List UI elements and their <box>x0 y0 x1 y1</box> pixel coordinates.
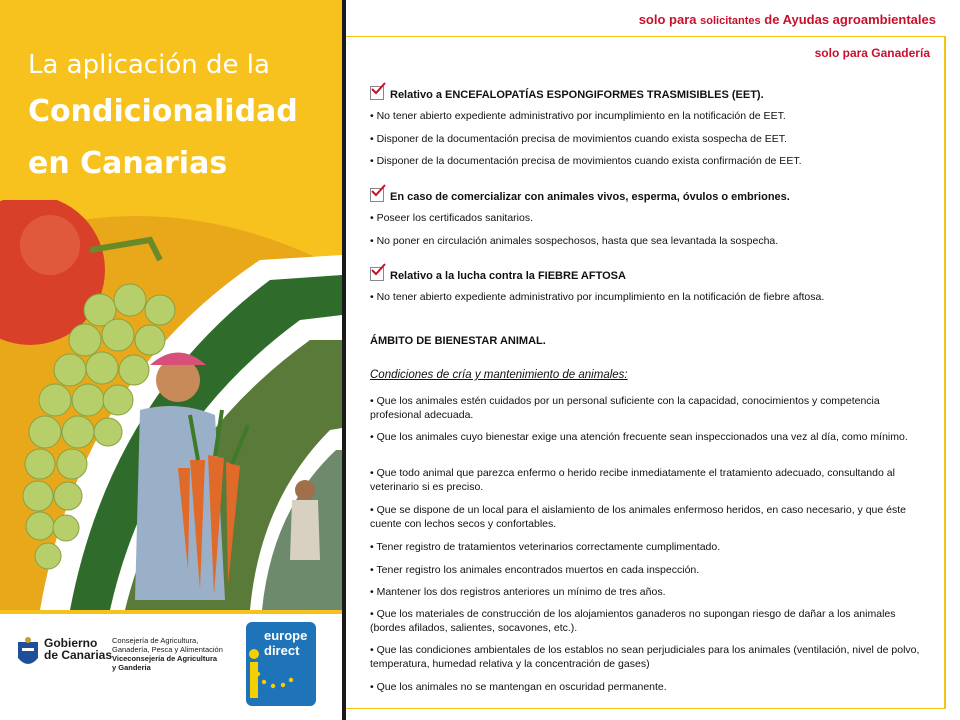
cover-title-line2: Condicionalidad <box>28 94 298 129</box>
list-item: • Que los materiales de construcción de los alojamientos ganaderos no supongan riesgo de dañar a los animales (bordes afilados, salientes, socavones, etc.). <box>370 608 896 634</box>
list-item: • Que todo animal que parezca enfermo o herido recibe inmediatamente el tratamiento adecuado, consultando al veterinario si es preciso. <box>370 467 895 493</box>
list-item: • Que los animales estén cuidados por un personal suficiente con la capacidad, conocimientos y competencia profesional adecuada. <box>370 395 880 421</box>
section-title-text: En caso de comercializar con animales vivos, esperma, óvulos o embriones. <box>390 191 790 203</box>
consejeria-text <box>112 636 223 672</box>
list-item: • No poner en circulación animales sospechosos, hasta que sea levantada la sospecha. <box>370 235 779 247</box>
gobierno-shield-icon <box>16 636 40 670</box>
europe-line1: europe <box>264 628 308 643</box>
list-item: • Poseer los certificados sanitarios. <box>370 212 533 224</box>
cover-title-line1: La aplicación de la <box>28 50 270 80</box>
consejeria-line1: Consejería de Agricultura, <box>112 636 199 645</box>
header-solo-para: solo para <box>638 12 697 27</box>
list-item: • Tener registro los animales encontrados muertos en cada inspección. <box>370 564 700 576</box>
consejeria-line4: y Ganderia <box>112 663 151 672</box>
header-ayudas: de Ayudas agroambientales <box>764 12 936 27</box>
list-item: • No tener abierto expediente administrativo por incumplimiento en la notificación de EET. <box>370 110 786 122</box>
content-top-rule <box>346 36 946 37</box>
gobierno-logo-text <box>44 637 112 661</box>
checkbox-icon <box>370 188 384 202</box>
checkbox-icon <box>370 267 384 281</box>
section-eet-title <box>370 86 764 101</box>
header-solicitantes: solicitantes <box>700 15 761 27</box>
cover-photo-collage <box>0 200 342 610</box>
list-item: • Que las condiciones ambientales de los establos no sean perjudiciales para los animales (ventilación, nivel de polvo, temperatura, humedad relativa y la concentración de gases) <box>370 644 920 670</box>
europe-line2: direct <box>264 643 300 658</box>
consejeria-line3: Viceconsejería de Agricultura <box>112 654 218 663</box>
section-title-text: Relativo a ENCEFALOPATÍAS ESPONGIFORMES TRASMISIBLES (EET). <box>390 89 764 101</box>
list-item: • Mantener los dos registros anteriores un mínimo de tres años. <box>370 586 666 598</box>
section-title-text: Relativo a la lucha contra la FIEBRE AFTOSA <box>390 270 626 282</box>
list-item: • Que se dispone de un local para el aislamiento de los animales enfermoso heridos, en caso necesario, y que éste cuente con lechos secos y confortables. <box>370 504 906 530</box>
list-item: • Que los animales cuyo bienestar exige una atención frecuente sean inspeccionados una vez al día, como mínimo. <box>370 431 908 443</box>
header-ganaderia: solo para Ganadería <box>814 46 930 60</box>
list-item: • Tener registro de tratamientos veterinarios correctamente cumplimentado. <box>370 541 721 553</box>
list-item: • Disponer de la documentación precisa de movimientos cuando exista sospecha de EET. <box>370 133 787 145</box>
list-item: • No tener abierto expediente administrativo por incumplimiento en la notificación de fiebre aftosa. <box>370 291 825 303</box>
header-applicants <box>639 12 936 27</box>
content-right-rule <box>944 36 946 708</box>
content-bottom-rule <box>346 708 946 709</box>
bienestar-subheading: Condiciones de cría y mantenimiento de animales: <box>370 369 628 381</box>
list-item: • Disponer de la documentación precisa de movimientos cuando exista confirmación de EET. <box>370 155 802 167</box>
cover-title-line3: en Canarias <box>28 146 228 181</box>
gobierno-line1: Gobierno <box>44 636 98 650</box>
section-comercializar-title <box>370 188 790 203</box>
bienestar-heading: ÁMBITO DE BIENESTAR ANIMAL. <box>370 335 546 347</box>
section-aftosa-title <box>370 267 626 282</box>
europe-direct-logo <box>246 622 316 706</box>
europe-direct-text <box>264 628 307 658</box>
cover-panel <box>0 0 342 720</box>
checkbox-icon <box>370 86 384 100</box>
list-item: • Que los animales no se mantengan en oscuridad permanente. <box>370 681 667 693</box>
consejeria-line2: Ganadería, Pesca y Alimentación <box>112 645 223 654</box>
gobierno-line2: de Canarias <box>44 648 113 662</box>
